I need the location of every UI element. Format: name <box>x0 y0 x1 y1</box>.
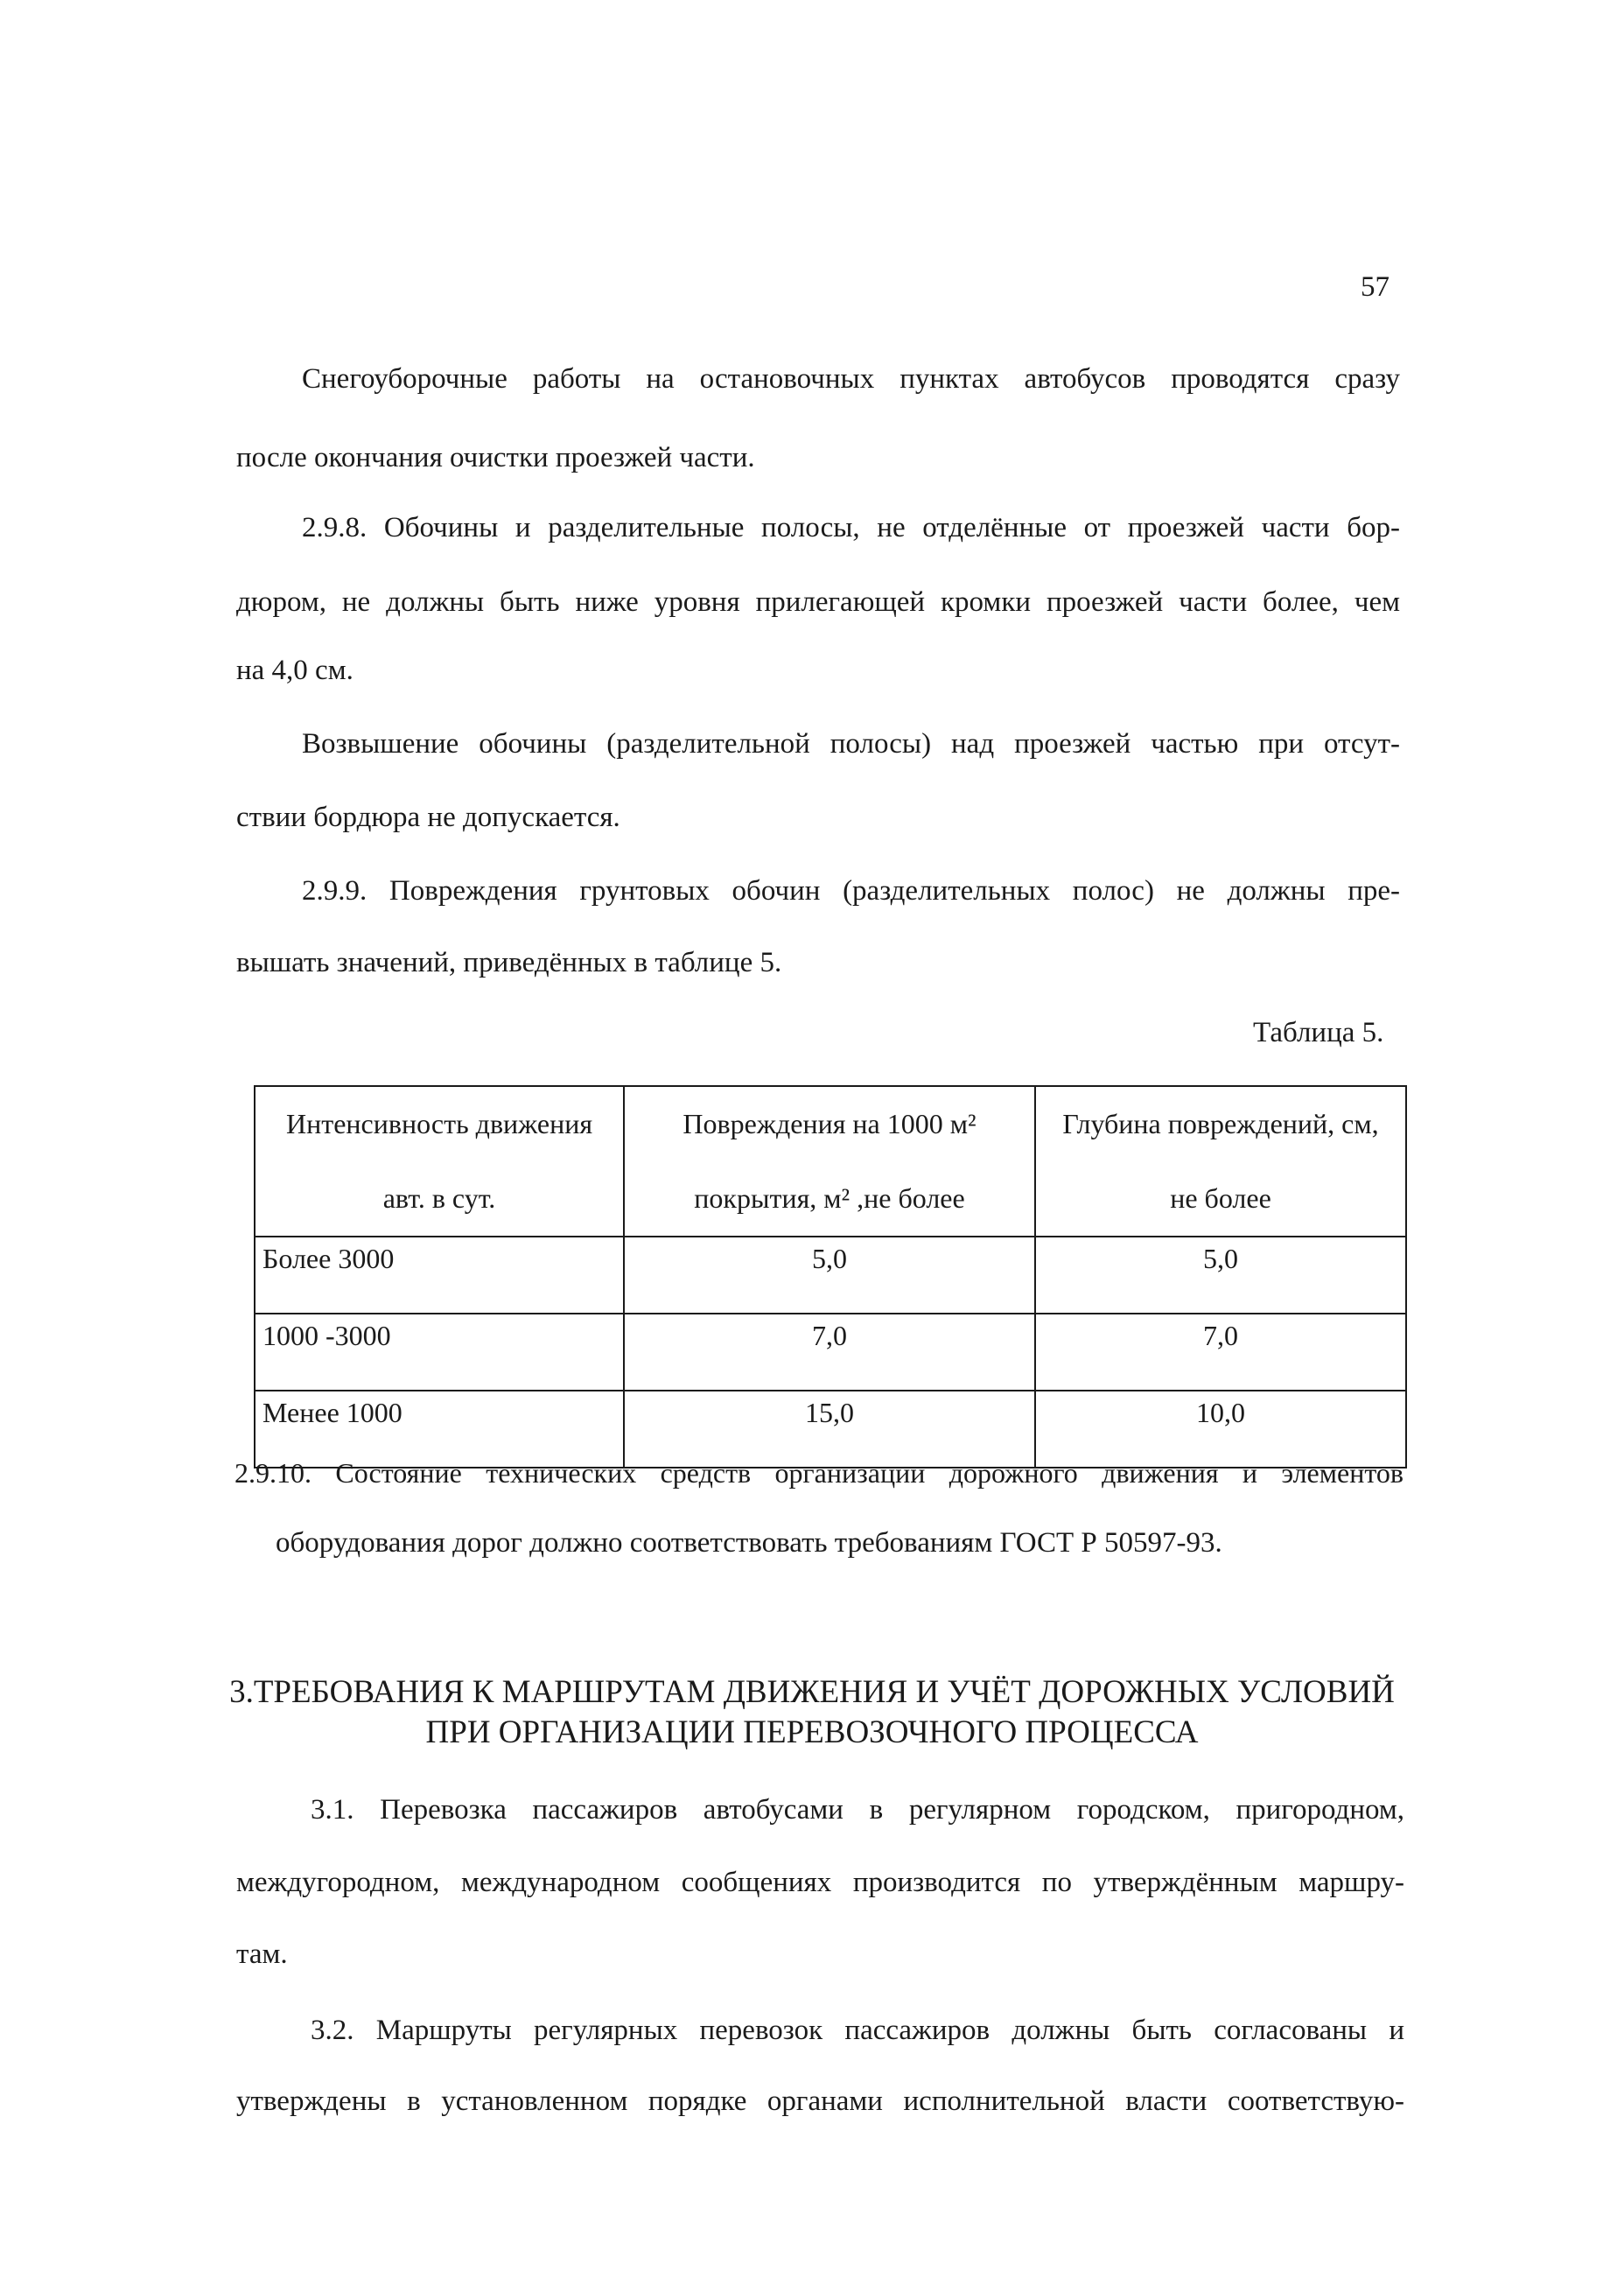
table-cell-area: 15,0 <box>624 1391 1035 1468</box>
table-cell-depth: 7,0 <box>1035 1314 1406 1391</box>
paragraph-text: 2.9.10. Состояние технических средств организации дорожного движения и элементов <box>234 1457 1404 1489</box>
header-line: не более <box>1170 1182 1271 1214</box>
header-damage-depth <box>1035 1086 1406 1237</box>
table-cell-area: 5,0 <box>624 1237 1035 1314</box>
header-line: авт. в сут. <box>382 1182 496 1214</box>
table-header-row <box>255 1086 1406 1237</box>
header-damage-area <box>624 1086 1035 1237</box>
paragraph-2910-line-1 <box>234 1457 1404 1489</box>
paragraph-text: Снегоуборочные работы на остановочных пунктах автобусов проводятся сразу <box>302 363 1400 395</box>
paragraph-299-line-1 <box>302 875 1400 908</box>
section-heading-line-1: 3.ТРЕБОВАНИЯ К МАРШРУТАМ ДВИЖЕНИЯ И УЧЁТ ДОРОЖНЫХ УСЛОВИЙ <box>229 1674 1395 1710</box>
damage-table <box>254 1085 1407 1468</box>
paragraph-text: 2.9.9. Повреждения грунтовых обочин (разделительных полос) не должны пре- <box>302 875 1400 907</box>
page-number: 57 <box>1361 271 1390 303</box>
header-line: Повреждения на 1000 м² <box>682 1108 976 1139</box>
table-cell-intensity: Менее 1000 <box>255 1391 624 1468</box>
paragraph-299-line-2: вышать значений, приведённых в таблице 5. <box>236 947 782 978</box>
paragraph-text: междугородном, международном сообщениях производится по утверждённым маршру- <box>236 1867 1404 1898</box>
paragraph-31-line-1 <box>311 1794 1404 1826</box>
paragraph-text: дюром, не должны быть ниже уровня прилегающей кромки проезжей части более, чем <box>236 586 1400 618</box>
paragraph-text: 3.2. Маршруты регулярных перевозок пассажиров должны быть согласованы и <box>311 2015 1404 2046</box>
paragraph-31-line-3: там. <box>236 1938 288 1970</box>
table-row <box>255 1314 1406 1391</box>
table-cell-depth: 5,0 <box>1035 1237 1406 1314</box>
table-cell-intensity: Более 3000 <box>255 1237 624 1314</box>
paragraph-raise-line-2: ствии бордюра не допускается. <box>236 802 620 833</box>
table-cell-depth: 10,0 <box>1035 1391 1406 1468</box>
table-row <box>255 1237 1406 1314</box>
paragraph-raise-line-1 <box>302 728 1400 761</box>
paragraph-31-line-2 <box>236 1867 1404 1899</box>
paragraph-298-line-1 <box>302 512 1400 544</box>
section-heading-line-2: ПРИ ОРГАНИЗАЦИИ ПЕРЕВОЗОЧНОГО ПРОЦЕССА <box>425 1714 1199 1750</box>
header-line: Глубина повреждений, см, <box>1062 1108 1379 1139</box>
paragraph-text: Возвышение обочины (разделительной полосы) над проезжей частью при отсут- <box>302 728 1400 760</box>
header-line: Интенсивность движения <box>285 1108 593 1139</box>
table-cell-area: 7,0 <box>624 1314 1035 1391</box>
header-traffic-intensity <box>255 1086 624 1237</box>
table-row <box>255 1391 1406 1468</box>
paragraph-32-line-1 <box>311 2015 1404 2047</box>
paragraph-298-line-2 <box>236 586 1400 619</box>
table-cell-intensity: 1000 -3000 <box>255 1314 624 1391</box>
header-line: покрытия, м² ,не более <box>694 1182 965 1214</box>
paragraph-2910-line-2: оборудования дорог должно соответствовать требованиям ГОСТ Р 50597-93. <box>276 1527 1222 1559</box>
paragraph-32-line-2 <box>236 2085 1404 2118</box>
paragraph-text: 2.9.8. Обочины и разделительные полосы, не отделённые от проезжей части бор- <box>302 512 1400 543</box>
table-caption: Таблица 5. <box>1253 1017 1384 1048</box>
paragraph-snow-line-2: после окончания очистки проезжей части. <box>236 442 755 473</box>
paragraph-298-line-3: на 4,0 см. <box>236 655 354 686</box>
paragraph-text: 3.1. Перевозка пассажиров автобусами в регулярном городском, пригородном, <box>311 1794 1404 1826</box>
paragraph-text: утверждены в установленном порядке органами исполнительной власти соответствую- <box>236 2085 1404 2117</box>
paragraph-snow-line-1 <box>302 363 1400 396</box>
